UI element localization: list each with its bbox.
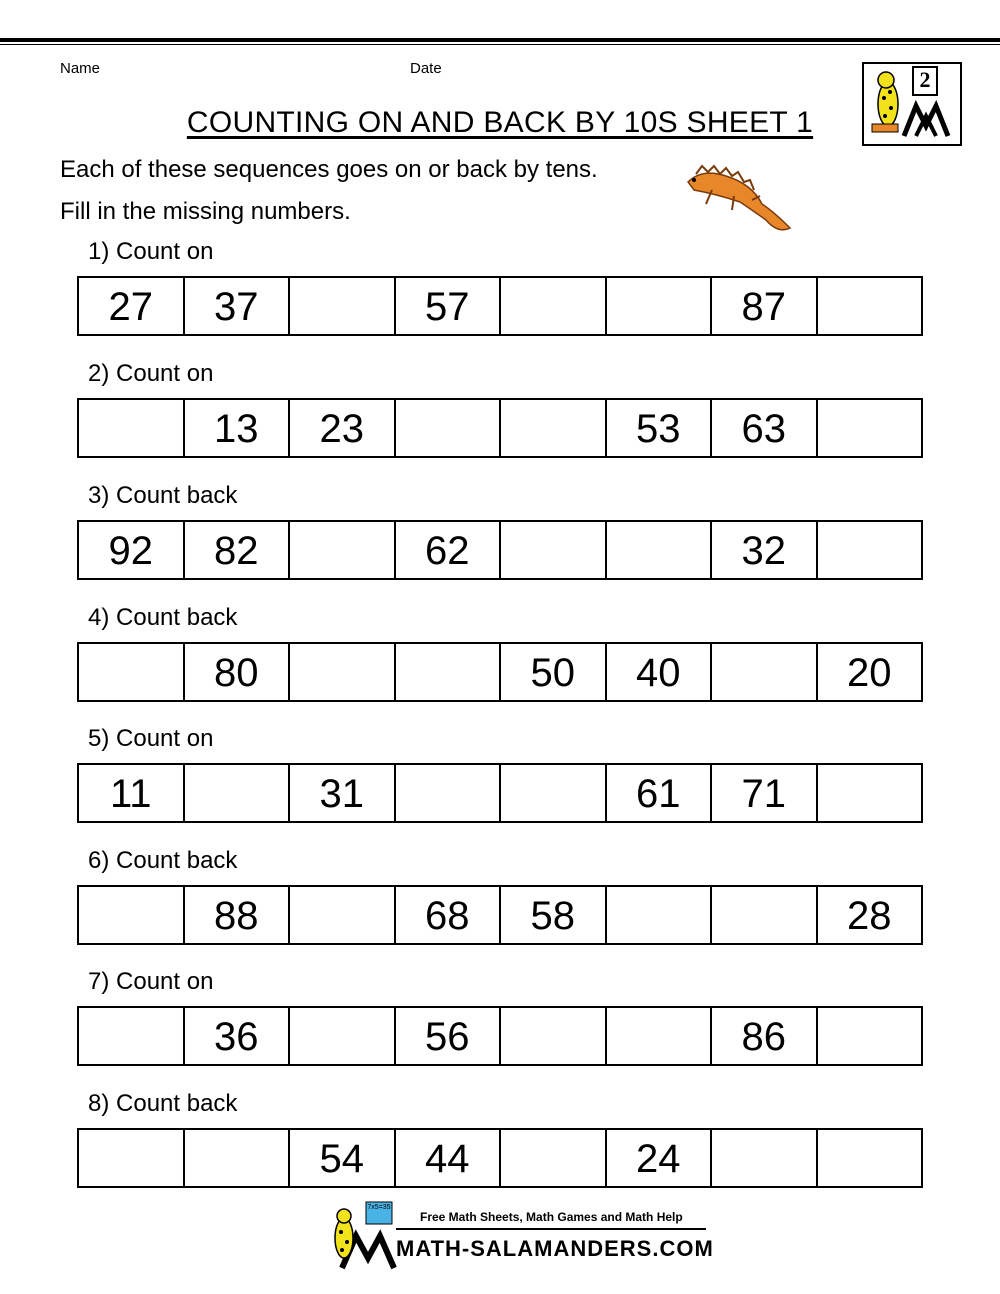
q5-cell-5[interactable] xyxy=(499,765,605,821)
q2-cell-7[interactable]: 63 xyxy=(710,400,816,456)
footer-brand[interactable]: MATH-SALAMANDERS.COM xyxy=(396,1236,714,1261)
q6-cell-1[interactable] xyxy=(79,887,183,943)
q3-cell-3[interactable] xyxy=(288,522,394,578)
q3-cell-5[interactable] xyxy=(499,522,605,578)
q6-cell-4[interactable]: 68 xyxy=(394,887,500,943)
q7-cell-1[interactable] xyxy=(79,1008,183,1064)
q4-cell-4[interactable] xyxy=(394,644,500,700)
q5-cell-7[interactable]: 71 xyxy=(710,765,816,821)
footer-tagline: Free Math Sheets, Math Games and Math Help xyxy=(420,1210,683,1224)
q8-cell-1[interactable] xyxy=(79,1130,183,1186)
q2-cell-3[interactable]: 23 xyxy=(288,400,394,456)
q8-cell-5[interactable] xyxy=(499,1130,605,1186)
q4-cell-8[interactable]: 20 xyxy=(816,644,922,700)
q6-cell-3[interactable] xyxy=(288,887,394,943)
q1-cell-4[interactable]: 57 xyxy=(394,278,500,334)
question-1-label: 1) Count on xyxy=(88,238,214,265)
q7-cell-4[interactable]: 56 xyxy=(394,1008,500,1064)
q7-cell-7[interactable]: 86 xyxy=(710,1008,816,1064)
q8-cell-6[interactable]: 24 xyxy=(605,1130,711,1186)
q8-cell-8[interactable] xyxy=(816,1130,922,1186)
instruction-line-1: Each of these sequences goes on or back by tens. xyxy=(60,156,598,183)
q7-cell-5[interactable] xyxy=(499,1008,605,1064)
name-label: Name xyxy=(60,60,101,77)
q4-cell-1[interactable] xyxy=(79,644,183,700)
question-6-row xyxy=(77,885,923,945)
footer-rule xyxy=(396,1228,706,1230)
q7-cell-6[interactable] xyxy=(605,1008,711,1064)
q2-cell-6[interactable]: 53 xyxy=(605,400,711,456)
question-7-row xyxy=(77,1006,923,1066)
q2-cell-5[interactable] xyxy=(499,400,605,456)
grade-number: 2 xyxy=(912,66,938,96)
question-3-row xyxy=(77,520,923,580)
q1-cell-1[interactable]: 27 xyxy=(108,284,153,329)
q8-cell-2[interactable] xyxy=(183,1130,289,1186)
q5-cell-2[interactable] xyxy=(183,765,289,821)
question-4-label: 4) Count back xyxy=(88,604,238,631)
q4-cell-7[interactable] xyxy=(710,644,816,700)
q1-cell-6[interactable] xyxy=(605,278,711,334)
question-5-label: 5) Count on xyxy=(88,725,214,752)
q7-cell-2[interactable]: 36 xyxy=(183,1008,289,1064)
q1-cell-7[interactable]: 87 xyxy=(710,278,816,334)
q8-cell-3[interactable]: 54 xyxy=(288,1130,394,1186)
q3-cell-1[interactable]: 92 xyxy=(108,528,153,573)
top-rule xyxy=(0,38,1000,42)
q1-cell-3[interactable] xyxy=(288,278,394,334)
question-2-row xyxy=(77,398,923,458)
question-8-row xyxy=(77,1128,923,1188)
q4-cell-2[interactable]: 80 xyxy=(183,644,289,700)
q7-cell-3[interactable] xyxy=(288,1008,394,1064)
q3-cell-4[interactable]: 62 xyxy=(394,522,500,578)
date-label: Date xyxy=(410,60,442,77)
q2-cell-4[interactable] xyxy=(394,400,500,456)
question-4-row xyxy=(77,642,923,702)
question-5-row xyxy=(77,763,923,823)
q3-cell-2[interactable]: 82 xyxy=(183,522,289,578)
q2-cell-8[interactable] xyxy=(816,400,922,456)
q1-cell-2[interactable]: 37 xyxy=(183,278,289,334)
instruction-line-2: Fill in the missing numbers. xyxy=(60,198,351,225)
q6-cell-5[interactable]: 58 xyxy=(499,887,605,943)
q4-cell-3[interactable] xyxy=(288,644,394,700)
question-6-label: 6) Count back xyxy=(88,847,238,874)
q3-cell-7[interactable]: 32 xyxy=(710,522,816,578)
q8-cell-7[interactable] xyxy=(710,1130,816,1186)
q5-cell-6[interactable]: 61 xyxy=(605,765,711,821)
page-title: COUNTING ON AND BACK BY 10S SHEET 1 xyxy=(186,106,814,139)
q1-cell-8[interactable] xyxy=(816,278,922,334)
top-rule-thin xyxy=(0,44,1000,45)
q4-cell-6[interactable]: 40 xyxy=(605,644,711,700)
q1-cell-5[interactable] xyxy=(499,278,605,334)
q3-cell-6[interactable] xyxy=(605,522,711,578)
question-8-label: 8) Count back xyxy=(88,1090,238,1117)
q5-cell-3[interactable]: 31 xyxy=(288,765,394,821)
question-2-label: 2) Count on xyxy=(88,360,214,387)
question-3-label: 3) Count back xyxy=(88,482,238,509)
q7-cell-8[interactable] xyxy=(816,1008,922,1064)
footer-sign-text: 7x5=35 xyxy=(367,1204,391,1211)
q5-cell-4[interactable] xyxy=(394,765,500,821)
question-1-row xyxy=(77,276,923,336)
q4-cell-5[interactable]: 50 xyxy=(499,644,605,700)
q5-cell-8[interactable] xyxy=(816,765,922,821)
q6-cell-7[interactable] xyxy=(710,887,816,943)
q8-cell-4[interactable]: 44 xyxy=(394,1130,500,1186)
q6-cell-2[interactable]: 88 xyxy=(183,887,289,943)
newt-illustration-icon xyxy=(682,160,797,238)
q2-cell-1[interactable] xyxy=(79,400,183,456)
q2-cell-2[interactable]: 13 xyxy=(183,400,289,456)
q6-cell-8[interactable]: 28 xyxy=(816,887,922,943)
q6-cell-6[interactable] xyxy=(605,887,711,943)
question-7-label: 7) Count on xyxy=(88,968,214,995)
q5-cell-1[interactable]: 11 xyxy=(109,771,152,816)
q3-cell-8[interactable] xyxy=(816,522,922,578)
